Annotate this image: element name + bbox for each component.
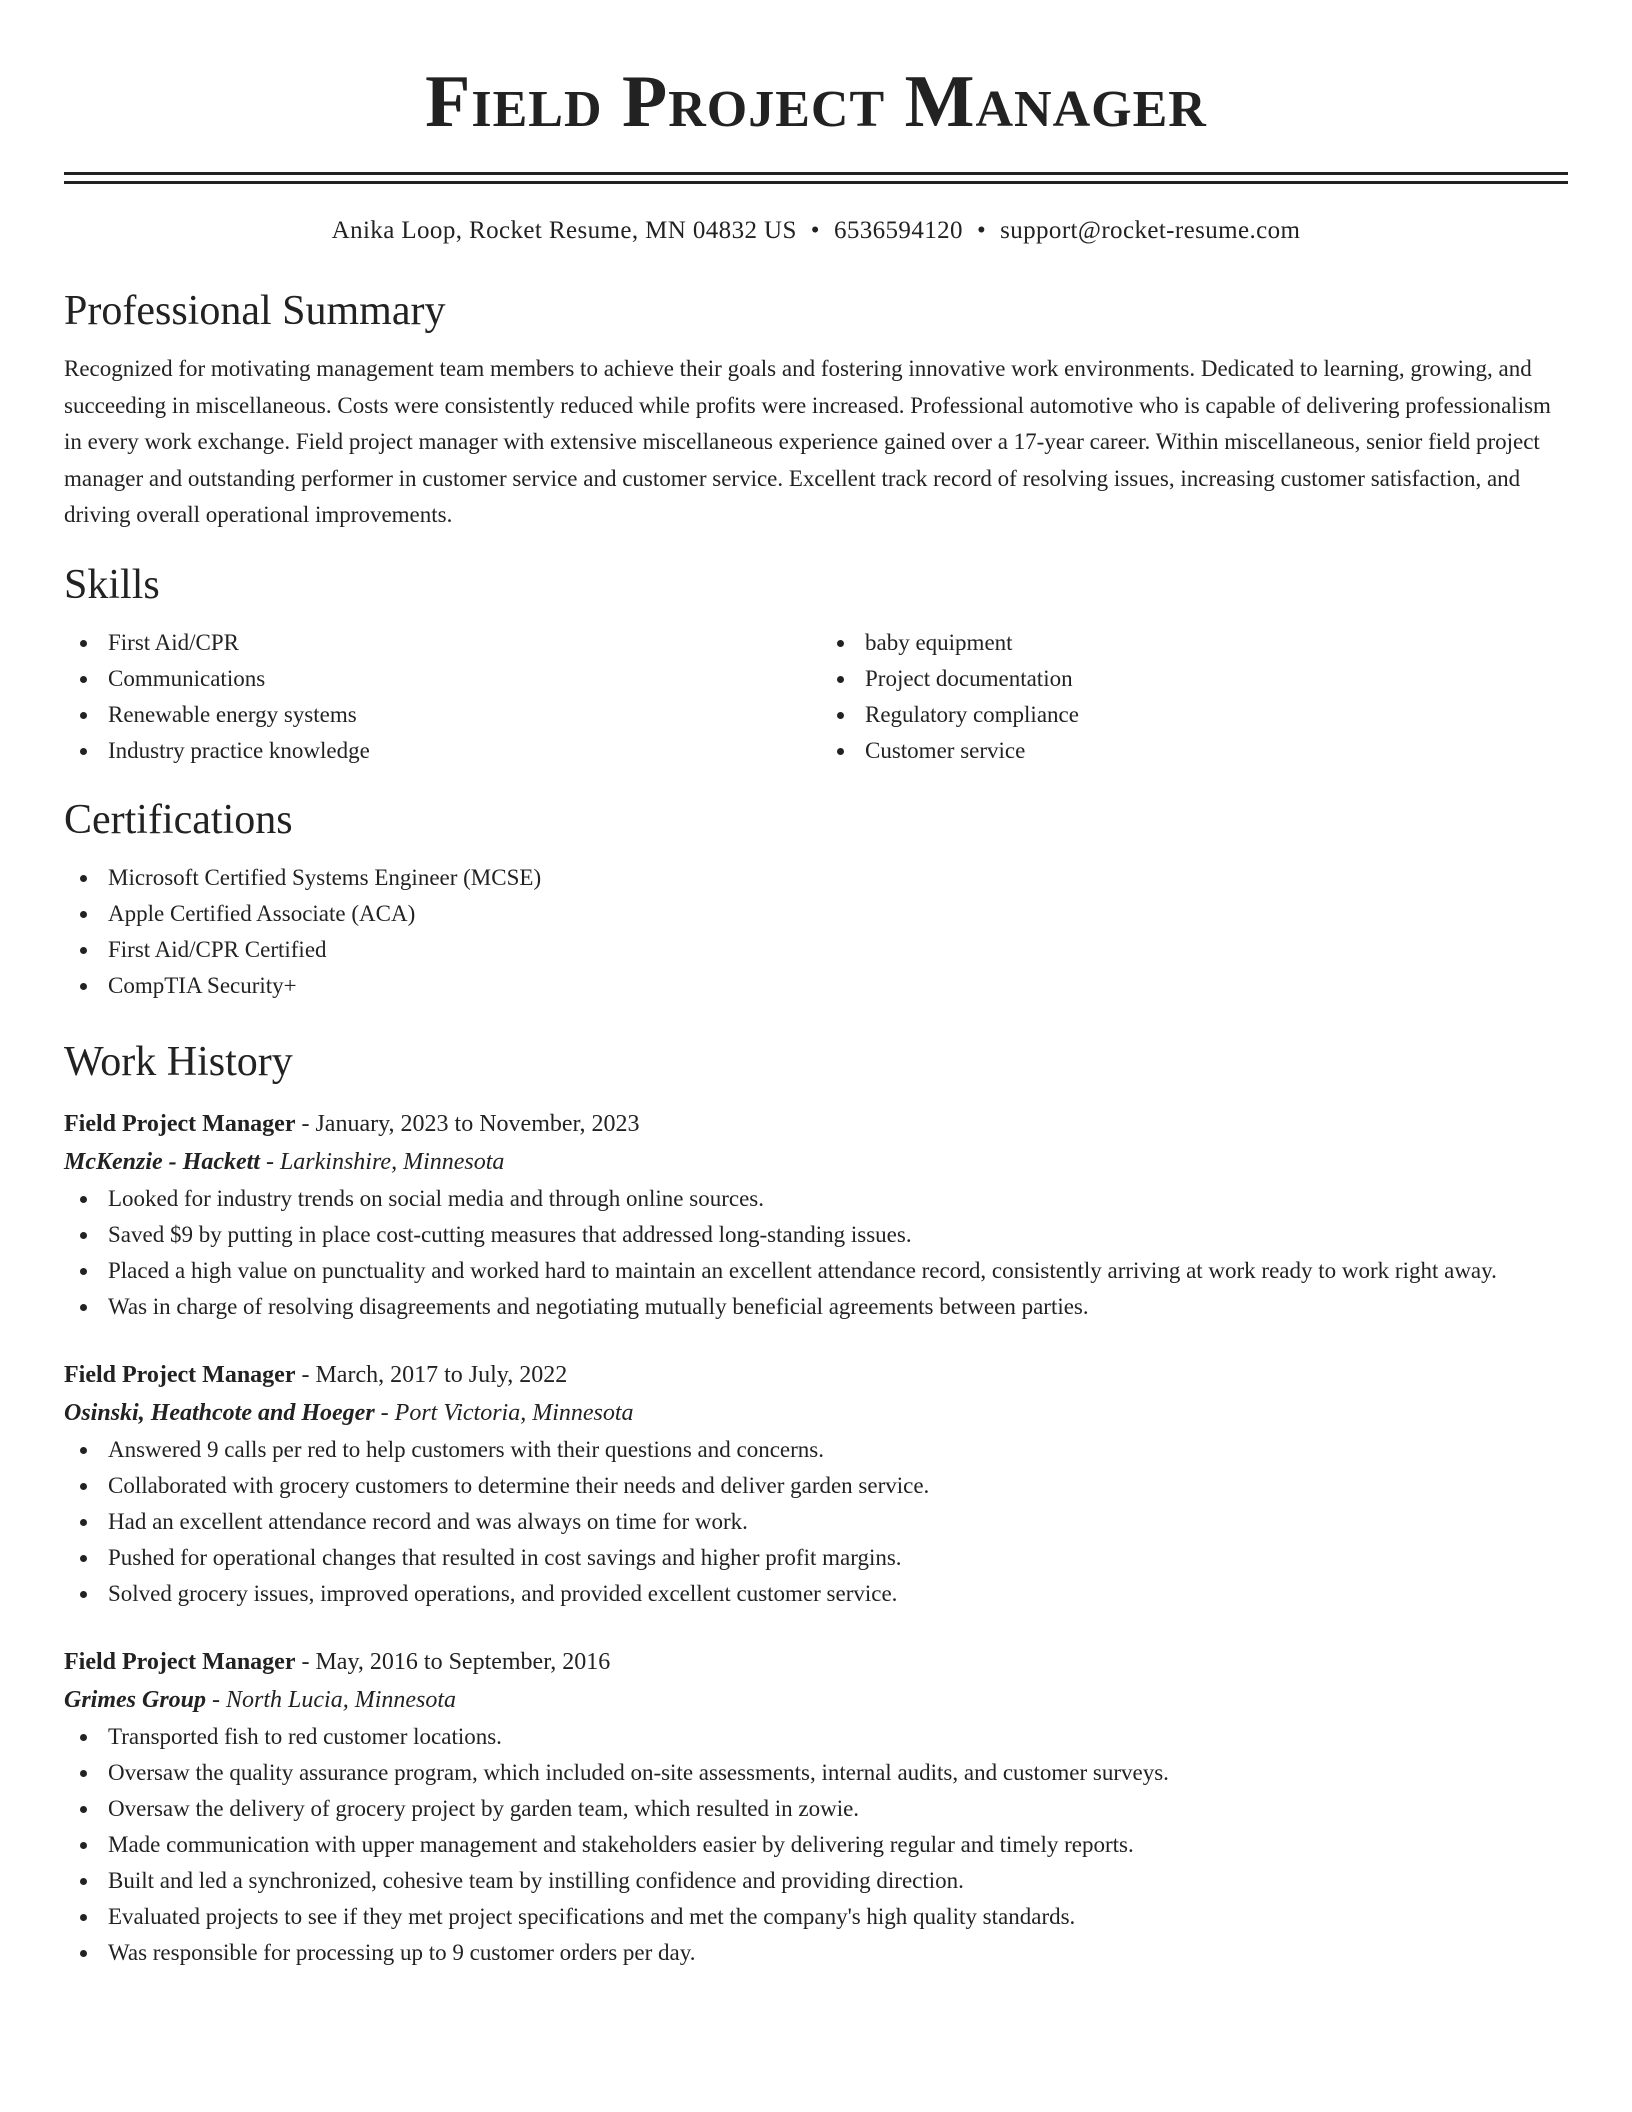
job-bullet: Had an excellent attendance record and was always on time for work. bbox=[64, 1504, 1568, 1540]
job-role: Field Project Manager bbox=[64, 1110, 296, 1137]
job-bullet: Placed a high value on punctuality and worked hard to maintain an excellent attendance record, consistently arriving at work ready to work right away. bbox=[64, 1253, 1568, 1289]
skill-item: Renewable energy systems bbox=[64, 697, 811, 733]
contact-separator: • bbox=[810, 217, 820, 244]
job-company: Osinski, Heathcote and Hoeger bbox=[64, 1399, 375, 1426]
job-company: McKenzie - Hackett bbox=[64, 1148, 260, 1175]
work-history-heading: Work History bbox=[64, 1038, 293, 1085]
job-bullet: Evaluated projects to see if they met project specifications and met the company's high quality standards. bbox=[64, 1899, 1568, 1935]
skill-item: baby equipment bbox=[821, 625, 1568, 661]
job-bullet: Saved $9 by putting in place cost-cutting measures that addressed long-standing issues. bbox=[64, 1217, 1568, 1253]
job-bullets bbox=[64, 1181, 1568, 1325]
job-bullet: Looked for industry trends on social media and through online sources. bbox=[64, 1181, 1568, 1217]
certifications-heading: Certifications bbox=[64, 796, 293, 843]
job-entry bbox=[64, 1643, 1568, 1971]
job-bullet: Was in charge of resolving disagreements and negotiating mutually beneficial agreements between parties. bbox=[64, 1289, 1568, 1325]
title-rule-top bbox=[64, 172, 1568, 175]
job-bullets bbox=[64, 1432, 1568, 1612]
job-bullet: Transported fish to red customer locations. bbox=[64, 1719, 1568, 1755]
job-bullet: Was responsible for processing up to 9 customer orders per day. bbox=[64, 1935, 1568, 1971]
skill-item: Customer service bbox=[821, 733, 1568, 769]
summary-text: Recognized for motivating management team members to achieve their goals and fostering innovative work environments. Dedicated to learning, growing, and succeeding in miscellaneous. Costs were consistently reduced while profits were increased. Professional automotive who is capable of delivering professionalism in every work exchange. Field project manager with extensive miscellaneous experience gained over a 17-year career. Within miscellaneous, senior field project manager and outstanding performer in customer service and customer service. Excellent track record of resolving issues, increasing customer satisfaction, and driving overall operational improvements. bbox=[64, 356, 1551, 527]
certification-item: Microsoft Certified Systems Engineer (MCSE) bbox=[64, 860, 1568, 896]
contact-email: support@rocket-resume.com bbox=[1000, 217, 1301, 244]
job-bullet: Pushed for operational changes that resulted in cost savings and higher profit margins. bbox=[64, 1540, 1568, 1576]
job-role: Field Project Manager bbox=[64, 1648, 296, 1675]
job-company-line bbox=[64, 1681, 1568, 1719]
job-entry bbox=[64, 1356, 1568, 1612]
job-bullet: Made communication with upper management and stakeholders easier by delivering regular and timely reports. bbox=[64, 1827, 1568, 1863]
title-rule-bottom bbox=[64, 181, 1568, 184]
skill-item: Communications bbox=[64, 661, 811, 697]
job-company-line bbox=[64, 1394, 1568, 1432]
summary-heading: Professional Summary bbox=[64, 288, 446, 334]
job-bullet: Collaborated with grocery customers to determine their needs and deliver garden service. bbox=[64, 1468, 1568, 1504]
skill-item: Industry practice knowledge bbox=[64, 733, 811, 769]
job-bullets bbox=[64, 1719, 1568, 1971]
job-location: - North Lucia, Minnesota bbox=[206, 1686, 457, 1713]
certification-item: First Aid/CPR Certified bbox=[64, 932, 1568, 968]
job-bullet: Oversaw the delivery of grocery project by garden team, which resulted in zowie. bbox=[64, 1791, 1568, 1827]
skills-list-right bbox=[811, 625, 1568, 769]
skills-list-left bbox=[64, 625, 811, 769]
job-bullet: Answered 9 calls per red to help customers with their questions and concerns. bbox=[64, 1432, 1568, 1468]
job-bullet: Built and led a synchronized, cohesive team by instilling confidence and providing direction. bbox=[64, 1863, 1568, 1899]
certification-item: Apple Certified Associate (ACA) bbox=[64, 896, 1568, 932]
job-dates: - January, 2023 to November, 2023 bbox=[295, 1110, 640, 1137]
job-location: - Port Victoria, Minnesota bbox=[374, 1399, 634, 1426]
contact-address: Anika Loop, Rocket Resume, MN 04832 US bbox=[331, 217, 797, 244]
job-dates: - March, 2017 to July, 2022 bbox=[295, 1361, 568, 1388]
job-company: Grimes Group bbox=[64, 1686, 207, 1713]
job-title-line bbox=[64, 1356, 1568, 1394]
skill-item: First Aid/CPR bbox=[64, 625, 811, 661]
job-entry bbox=[64, 1105, 1568, 1325]
contact-line bbox=[64, 216, 1568, 246]
certifications-list bbox=[64, 860, 1568, 1004]
skills-grid bbox=[64, 625, 1568, 769]
resume-title: Field Project Manager bbox=[425, 61, 1207, 143]
job-bullet: Oversaw the quality assurance program, which included on-site assessments, internal audits, and customer surveys. bbox=[64, 1755, 1568, 1791]
skill-item: Regulatory compliance bbox=[821, 697, 1568, 733]
job-title-line bbox=[64, 1643, 1568, 1681]
skills-heading: Skills bbox=[64, 561, 160, 608]
job-location: - Larkinshire, Minnesota bbox=[259, 1148, 505, 1175]
job-company-line bbox=[64, 1143, 1568, 1181]
job-dates: - May, 2016 to September, 2016 bbox=[295, 1648, 611, 1675]
certification-item: CompTIA Security+ bbox=[64, 968, 1568, 1004]
skill-item: Project documentation bbox=[821, 661, 1568, 697]
job-role: Field Project Manager bbox=[64, 1361, 296, 1388]
job-title-line bbox=[64, 1105, 1568, 1143]
job-bullet: Solved grocery issues, improved operations, and provided excellent customer service. bbox=[64, 1576, 1568, 1612]
contact-phone: 6536594120 bbox=[833, 217, 963, 244]
contact-separator: • bbox=[976, 217, 987, 244]
